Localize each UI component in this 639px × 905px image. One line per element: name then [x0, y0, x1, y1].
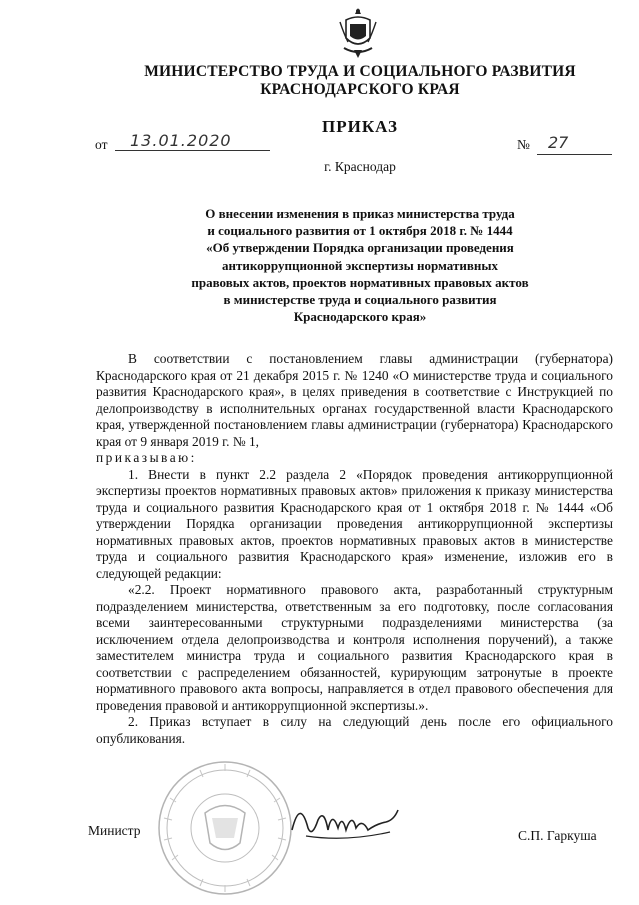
document-body [96, 351, 613, 747]
subject-line: антикоррупционной экспертизы нормативных [221, 257, 499, 273]
city: г. Краснодар [324, 159, 396, 174]
subject-line: Краснодарского края» [293, 309, 427, 325]
document-subject [150, 205, 570, 325]
subject-line: «Об утверждении Порядка организации проведения [206, 240, 514, 256]
ministry-name-line2: КРАСНОДАРСКОГО КРАЯ [260, 81, 460, 98]
ministry-name-line1: МИНИСТЕРСТВО ТРУДА И СОЦИАЛЬНОГО РАЗВИТИЯ [144, 63, 576, 80]
item-1-paragraph: 1. Внести в пункт 2.2 раздела 2 «Порядок проведения антикоррупционной экспертизы проектов нормативных правовых актов» приложения к приказу министерства труда и социального развития Краснодарского края от 1 октября 2018 г. № 1444 «Об утверждении Порядка организации проведения антикоррупционной экспертизы нормативных правовых актов, проектов нормативных правовых актов в министерстве труда и социального развития Краснодарского края» изменение, изложив его в следующей редакции: [96, 466, 613, 581]
document-date: 13.01.2020 [130, 131, 232, 150]
order-word: приказываю: [96, 450, 197, 465]
preamble-paragraph: В соответствии с постановлением главы администрации (губернатора) Краснодарского края от 21 декабря 2015 г. № 1240 «О министерстве труда и социального развития Краснодарского края», в целях приведения в соответствие с Инструкцией по делопроизводству в исполнительных органах государственной власти Краснодарского края, утвержденной постановлением главы администрации (губернатора) Краснодарского края от 9 января 2019 г. № 1, [96, 351, 613, 449]
number-underline [537, 154, 612, 155]
handwritten-signature-icon [286, 790, 406, 850]
date-label: от [95, 137, 108, 152]
signer-title: Министр [88, 823, 141, 838]
coat-of-arms-icon [336, 6, 380, 60]
subject-line: правовых актов, проектов нормативных правовых актов [191, 274, 529, 290]
signer-name: С.П. Гаркуша [518, 828, 597, 843]
document-type: ПРИКАЗ [322, 117, 398, 136]
official-seal-icon [150, 758, 300, 898]
quoted-amendment: «2.2. Проект нормативного правового акта, разработанный структурным подразделением министерства, ответственным за его подготовку, после согласования всеми заинтересованными структурными подразделениями министерства (за исключением отдела делопроизводства и контроля исполнения поручений), а также заместителем министра труда и социального развития Краснодарского края в соответствии с распределением обязанностей, курирующим затронутые в проекте нормативного правового акта вопросы, направляется в отдел правового обеспечения для проведения правовой и антикоррупционной экспертизы.». [96, 582, 613, 713]
date-underline [115, 150, 270, 151]
subject-line: в министерстве труда и социального развития [223, 292, 497, 308]
item-2-paragraph: 2. Приказ вступает в силу на следующий день после его официального опубликования. [96, 714, 613, 746]
subject-line: О внесении изменения в приказ министерства труда [205, 206, 515, 221]
number-label: № [517, 137, 530, 152]
subject-line: и социального развития от 1 октября 2018 г. № 1444 [207, 223, 513, 239]
document-number: 27 [548, 133, 569, 152]
